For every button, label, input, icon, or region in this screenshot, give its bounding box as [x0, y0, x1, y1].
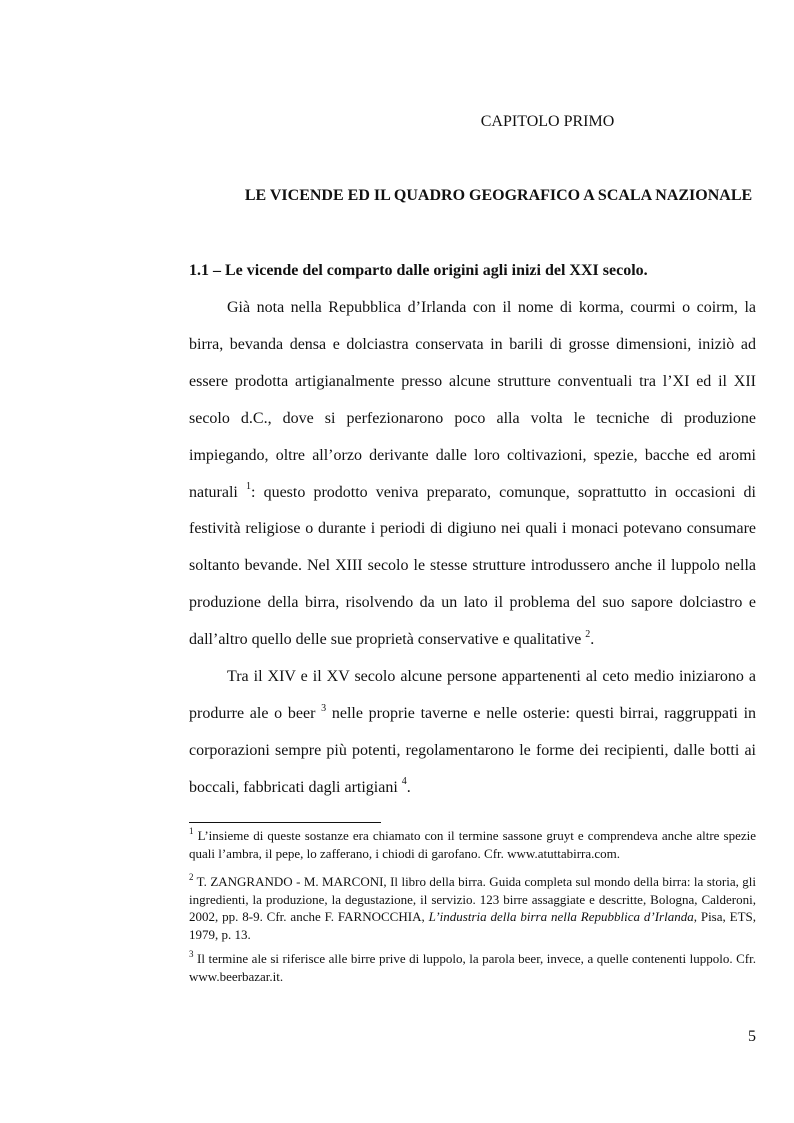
paragraph-text: Tra il XIV e il XV secolo alcune persone appartenenti al ceto medio iniziarono a produrre ale o beer — [189, 668, 756, 722]
footnote-ref-4: 4 — [401, 776, 407, 788]
footnote-1 — [189, 827, 756, 862]
footnote-number: 1 — [189, 825, 194, 836]
footnote-text: , Pisa, ETS, 1979, p. 13. — [189, 909, 756, 942]
paragraph-1 — [189, 290, 756, 659]
paragraph-text: Già nota nella Repubblica d’Irlanda con il nome di korma, courmi o coirm, la birra, bevanda densa e dolciastra conservata in barili di grosse dimensioni, iniziò ad essere prodotta artigianalmente presso alcune strutture conventuali tra l’XI ed il XII secolo d.C., dove si perfezionarono poco alla volta le tecniche di produzione impiegando, oltre all’orzo derivante dalle loro coltivazioni, spezie, bacche ed aromi naturali — [189, 299, 756, 501]
footnote-ref-2: 2 — [585, 628, 591, 640]
body-text — [189, 290, 756, 807]
paragraph-text: . — [406, 778, 411, 796]
section-title: 1.1 – Le vicende del comparto dalle origini agli inizi del XXI secolo. — [189, 262, 648, 279]
footnote-separator — [189, 822, 381, 823]
paragraph-2 — [189, 659, 756, 807]
footnote-text: L’insieme di queste sostanze era chiamato con il termine sassone gruyt e comprendeva anche altre spezie quali l’ambra, il pepe, lo zafferano, i chiodi di garofano. Cfr. www.atuttabirra.com. — [189, 828, 756, 861]
footnote-number: 2 — [189, 871, 194, 882]
page-number: 5 — [748, 1028, 756, 1045]
footnote-italic-title: L’industria della birra nella Repubblica d’Irlanda — [428, 909, 694, 924]
chapter-label: CAPITOLO PRIMO — [480, 113, 615, 130]
footnote-text: Il termine ale si riferisce alle birre prive di luppolo, la parola beer, invece, a quelle contenenti luppolo. Cfr. www.beerbazar.it. — [189, 951, 756, 984]
footnote-3 — [189, 950, 756, 985]
footnote-2 — [189, 873, 756, 943]
chapter-title: LE VICENDE ED IL QUADRO GEOGRAFICO A SCALA NAZIONALE — [244, 187, 753, 204]
paragraph-text: : questo prodotto veniva preparato, comunque, soprattutto in occasioni di festività religiose o durante i periodi di digiuno nei quali i monaci potevano consumare soltanto bevande. Nel XIII secolo le stesse strutture introdussero anche il luppolo nella produzione della birra, risolvendo da un lato il problema del suo sapore dolciastro e dall’altro quello delle sue proprietà conservative e qualitative — [189, 483, 757, 649]
footnote-number: 3 — [189, 948, 194, 959]
paragraph-text: . — [590, 631, 595, 649]
footnote-text: T. ZANGRANDO - M. MARCONI, Il libro della birra. Guida completa sul mondo della birra: la storia, gli ingredienti, la produzione, la degustazione, il servizio. 123 birre assaggiate e descritte, Bologna, Calderoni, 2002, pp. 8-9. Cfr. anche F. FARNOCCHIA, — [189, 874, 756, 924]
footnote-ref-1: 1 — [246, 481, 251, 493]
footnote-ref-3: 3 — [321, 702, 327, 714]
paragraph-text: nelle proprie taverne e nelle osterie: questi birrai, raggruppati in corporazioni sempre più potenti, regolamentarono le forme dei recipienti, dalle botti ai boccali, fabbricati dagli artigiani — [189, 704, 757, 796]
